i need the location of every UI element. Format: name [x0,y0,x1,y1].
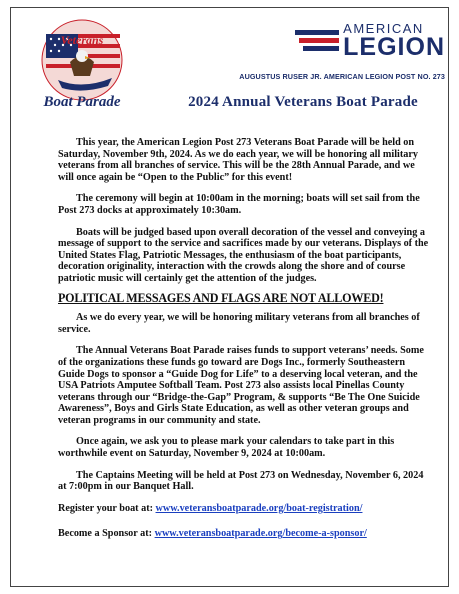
boat-parade-logo [30,14,134,112]
post-name: AUGUSTUS RUSER JR. AMERICAN LEGION POST NO. 273 [239,72,445,81]
sponsor-label: Become a Sponsor at: [58,528,153,540]
flyer-body [58,137,432,554]
logo-text-boat-parade: Boat Parade [43,94,121,110]
paragraph-intro: This year, the American Legion Post 273 Veterans Boat Parade will be held on Saturday, November 9th, 2024. As we do each year, we will be honoring all military veterans from all branches of service. This will be the 28th Annual Parade, and we will once again be “Open to the Public” for this event! [58,137,418,183]
american-legion-header [200,22,445,81]
legion-stripes-icon [295,28,339,54]
sponsor-line [58,528,432,540]
sponsor-link[interactable]: www.veteransboatparade.org/become-a-sponsor/ [154,528,367,540]
page-title: 2024 Annual Veterans Boat Parade [188,94,418,110]
paragraph-honoring: As we do every year, we will be honoring military veterans from all branches of service. [58,312,420,335]
paragraph-captains-meeting: The Captains Meeting will be held at Post 273 on Wednesday, November 6, 2024 at 7:00pm in our Banquet Hall. [58,469,424,493]
register-line [58,503,432,515]
political-warning: POLITICAL MESSAGES AND FLAGS ARE NOT ALLOWED! [58,290,384,305]
paragraph-ceremony: The ceremony will begin at 10:00am in the morning; boats will set sail from the Post 273 docks at approximately 10:30am. [58,193,420,216]
register-label: Register your boat at: [58,502,153,514]
paragraph-judging: Boats will be judged based upon overall decoration of the vessel and conveying a message of support to the service and sacrifices made by our veterans. Displays of the United States Flag, Patriotic Messages, the enthusiasm of the boat participants, decoration originality, interaction with the crowds along the shore and of course patriotic music will certainly get the attention of the judges. [58,226,429,284]
register-link[interactable]: www.veteransboatparade.org/boat-registration/ [155,502,363,514]
paragraph-calendar: Once again, we ask you to please mark your calendars to take part in this worthwhile event on Saturday, November 9, 2024 at 10:00am. [58,436,395,460]
paragraph-funds: The Annual Veterans Boat Parade raises funds to support veterans’ needs. Some of the organizations these funds go toward are Dogs Inc., formerly Southeastern Guide Dogs to sponsor a “Guide Dog for Life” to a deserving local veteran, and the USA Patriots Amputee Softball Team. Post 273 also assists local Pinellas County veterans through our “Bridge-the-Gap” Program, & supports “Be The One Suicide Awareness”, Boys and Girls State Education, as well as other veteran groups and veteran programs in our community and state. [58,345,424,426]
org-line-legion: LEGION [343,33,445,61]
org-line-american: AMERICAN [343,21,424,36]
logo-text-veterans: Veterans [60,33,104,47]
